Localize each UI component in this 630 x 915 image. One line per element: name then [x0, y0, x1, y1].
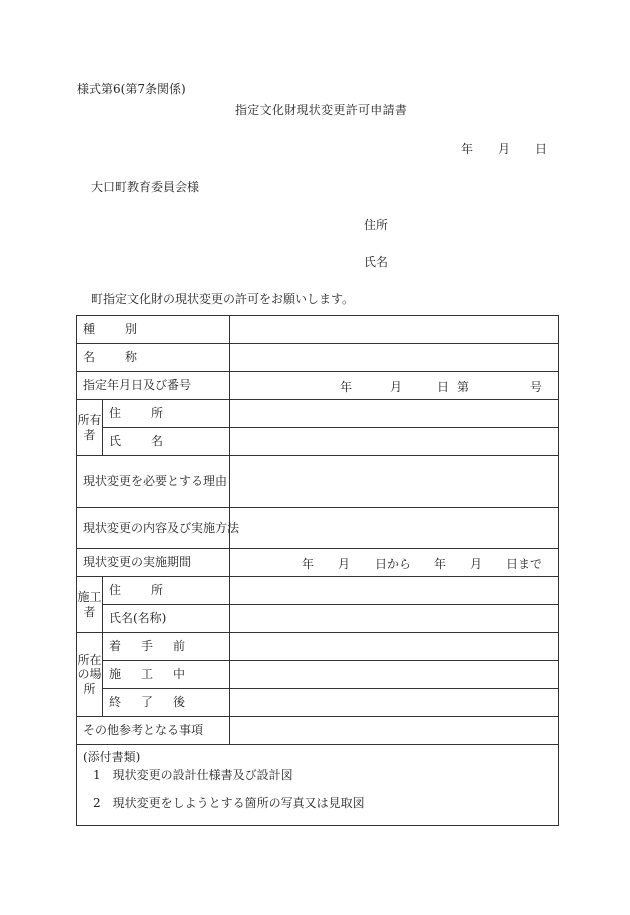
- row-owner-name: [77, 428, 559, 456]
- period-start-month: 月: [338, 557, 351, 571]
- location-during-field[interactable]: [230, 661, 559, 689]
- row-period: [77, 549, 559, 577]
- attachment-item-2: 2 現状変更をしようとする箇所の写真又は見取図: [93, 796, 365, 810]
- row-reason: [77, 456, 559, 508]
- row-content: [77, 508, 559, 549]
- designation-label: 指定年月日及び番号: [77, 372, 230, 400]
- owner-group-label: 所有者: [77, 400, 103, 456]
- row-contractor-name: [77, 605, 559, 633]
- designation-day-label: 日: [437, 380, 450, 394]
- attachments-title: (添付書類): [83, 750, 141, 764]
- designation-dai-label: 第: [457, 380, 470, 394]
- contractor-address-field[interactable]: [230, 577, 559, 605]
- reason-field[interactable]: [230, 456, 559, 508]
- type-field[interactable]: [230, 316, 559, 344]
- row-contractor-address: [77, 577, 559, 605]
- reason-label: 現状変更を必要とする理由: [77, 456, 230, 508]
- other-label: その他参考となる事項: [77, 717, 230, 745]
- attachment-item-1: 1 現状変更の設計仕様書及び設計図: [93, 768, 293, 782]
- period-field[interactable]: [230, 549, 559, 577]
- period-end-month: 月: [470, 557, 483, 571]
- location-after-label: 終 了 後: [103, 689, 230, 717]
- row-name: [77, 344, 559, 372]
- period-start-year: 年: [302, 557, 315, 571]
- row-other: [77, 717, 559, 745]
- owner-name-label: 氏 名: [103, 428, 230, 456]
- designation-go-label: 号: [530, 380, 543, 394]
- designation-month-label: 月: [390, 380, 403, 394]
- document-title: 指定文化財現状変更許可申請書: [235, 103, 408, 117]
- row-location-after: [77, 689, 559, 717]
- contractor-name-label: 氏名(名称): [103, 605, 230, 633]
- period-start-day: 日から: [375, 557, 412, 571]
- row-location-during: [77, 661, 559, 689]
- other-field[interactable]: [230, 717, 559, 745]
- content-label: 現状変更の内容及び実施方法: [77, 508, 230, 549]
- row-attachments: [77, 745, 559, 826]
- row-designation: [77, 372, 559, 400]
- addressee: 大口町教育委員会様: [91, 180, 200, 194]
- location-before-field[interactable]: [230, 633, 559, 661]
- row-location-before: [77, 633, 559, 661]
- designation-year-label: 年: [340, 380, 353, 394]
- period-end-year: 年: [434, 557, 447, 571]
- location-during-label: 施 工 中: [103, 661, 230, 689]
- name-field[interactable]: [230, 344, 559, 372]
- name-label: 名 称: [77, 344, 230, 372]
- row-type: [77, 316, 559, 344]
- contractor-group-label: 施工者: [77, 577, 103, 633]
- owner-address-label: 住 所: [103, 400, 230, 428]
- form-number: 様式第6(第7条関係): [77, 82, 186, 96]
- designation-field[interactable]: [230, 372, 559, 400]
- applicant-address-label: 住所: [364, 218, 389, 232]
- location-before-label: 着 手 前: [103, 633, 230, 661]
- contractor-name-field[interactable]: [230, 605, 559, 633]
- period-end-day: 日まで: [506, 557, 543, 571]
- contractor-address-label: 住 所: [103, 577, 230, 605]
- content-field[interactable]: [230, 508, 559, 549]
- request-statement: 町指定文化財の現状変更の許可をお願いします。: [91, 292, 355, 306]
- attachments-cell: [77, 745, 559, 826]
- period-label: 現状変更の実施期間: [77, 549, 230, 577]
- application-form-table: [76, 315, 559, 826]
- applicant-name-label: 氏名: [364, 255, 389, 269]
- owner-name-field[interactable]: [230, 428, 559, 456]
- location-after-field[interactable]: [230, 689, 559, 717]
- location-group-label: 所在の場所: [77, 633, 103, 717]
- type-label: 種 別: [77, 316, 230, 344]
- owner-address-field[interactable]: [230, 400, 559, 428]
- date-day-label: 日: [535, 142, 548, 156]
- row-owner-address: [77, 400, 559, 428]
- date-year-label: 年: [461, 142, 474, 156]
- date-month-label: 月: [498, 142, 511, 156]
